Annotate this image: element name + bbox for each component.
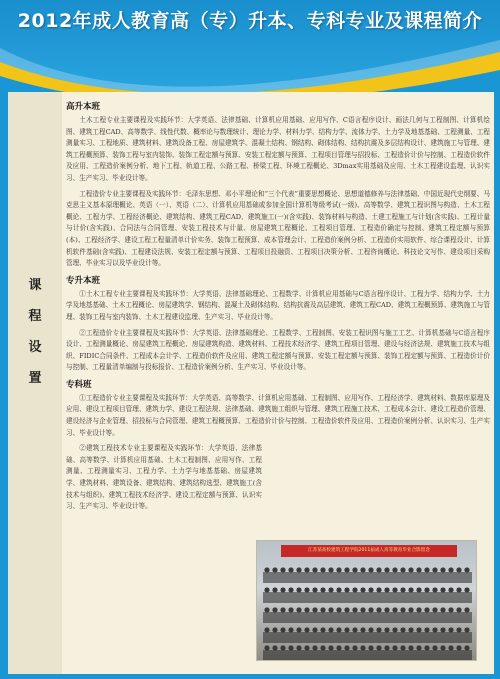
section-zhuanke xyxy=(66,378,490,513)
course-paragraph: 土木工程专业主要课程及实践环节：大学英语、法律基础、计算机应用基础、应用写作、C语言程序设计、画法几何与工程制图、计算机绘图、建筑工程CAD、高等数学、线性代数、概率论与数理统计、理论力学、材料力学、结构力学、流体力学、土力学及地基基础、工程测量、工程测量实习、工程地质、建筑材料、建筑设备工程、房屋建筑学、混凝土结构、钢结构、砌体结构、结构抗震及多层结构设计、建筑施工与管理、建筑工程概预算、装饰工程与室内装饰、装饰工程定额与预算、安装工程定额与预算、工程项目管理与招投标、工程造价计价与控制、工程造价软件及应用、工程造价案例分析、地下工程、轨道工程、公路工程、桥梁工程、环境工程概论、3Dmax实用基础及应用、土木工程建设监理、认识实习、生产实习、毕业设计等。 xyxy=(66,116,490,182)
course-paragraph: ①土木工程专业主要课程及实践环节：大学英语、法律基础理论、工程数学、计算机应用基础与C语言程序设计、工程力学、结构力学、土力学及地基基础、土木工程概论、房屋建筑学、钢结构、混凝土及砌体结构、结构抗震及高层建筑、建筑工程CAD、建筑工程概预算、建筑施工与管理、装饰工程与室内装饰、土木工程建设监理、生产实习、毕业设计等。 xyxy=(66,289,490,321)
sidebar-char: 程 xyxy=(28,309,42,324)
page-title: 2012年成人教育高（专）升本、专科专业及课程简介 xyxy=(17,10,483,32)
section-heading: 专科班 xyxy=(66,379,92,390)
course-paragraph: ②工程造价专业主要课程及实践环节：大学英语、法律基础理论、工程数学、工程制图、安装工程识图与施工工艺、计算机基础与C语言程序设计、工程测量概论、房屋建筑工程概论、房屋建筑构造、建筑材料、工程技术经济学、建筑工程项目管理、建设与经济法规、建筑施工技术与组织、FIDIC合同条件、工程成本会计学、工程造价软件及应用、建筑工程定额与预算、安装工程定额与预算、装饰工程定额与预算、工程造价计价与控制、工程量清单编制与投标报价、工程造价案例分析、生产实习、毕业设计等。 xyxy=(66,328,490,372)
sidebar-char: 设 xyxy=(28,340,42,355)
course-paragraph: 工程造价专业主要课程及实践环节：毛泽东思想、邓小平理论和“三个代表”重要思想概论、思想道德修养与法律基础、中国近现代史纲要、马克思主义基本原理概论、英语（一）、英语（二）、计算机应用基础或参加全国计算机等级考试(一级)、高等数学、建筑工程识图与构造、土木工程概论、工程力学、工程经济概论、建筑结构、建筑工程CAD、建筑施工(一)(含实践)、装饰材料与构造、土建工程施工与计划(含实践)、工程计量与计价(含实践)、合同法与合同管理、安装工程技术与计量、房屋建筑工程概论、工程项目管理、工程造价确定与控制、建筑工程定额与预算(本)、工程经济学、建设工程工程量清单计价实务、装饰工程预算、成本管理会计、工程造价案例分析、工程造价实用软件、综合课程设计、计算机软件基础(含实践)、工程建设法规、安装工程定额与预算、工程项目投融资、工程项目决策分析、工程咨询概论、科技论文写作、建设项目采购管理、毕业实习以及毕业设计等。 xyxy=(66,189,490,268)
section-heading: 专升本班 xyxy=(66,275,101,286)
graduation-group-photo xyxy=(256,540,477,661)
course-paragraph: ②建筑工程技术专业主要课程及实践环节：大学英语、法律基础、高等数学、计算机应用基础、土木工程制图、应用写作、工程测量、工程测量实习、工程力学、土力学与地基基础、房屋建筑学、建筑材料、建筑设备、建筑结构、建筑结构选型、建筑施工(含技术与组织)、建筑工程技术经济学、建设工程定额与预算、认识实习、生产实习、毕业设计等。 xyxy=(66,444,262,511)
photo-crowd xyxy=(257,561,477,661)
photo-row xyxy=(263,623,472,643)
photo-row xyxy=(263,563,472,583)
sidebar-char: 课 xyxy=(28,278,42,293)
photo-row xyxy=(263,603,472,623)
photo-banner xyxy=(281,545,457,557)
photo-banner-text: 江苏某高校建筑工程学院2011届成人高等教育毕业合影留念 xyxy=(308,548,430,553)
sidebar-title xyxy=(14,270,56,394)
sidebar-char: 置 xyxy=(28,371,42,386)
photo-row xyxy=(263,583,472,603)
section-zhuanshengben xyxy=(66,274,490,374)
section-gaoshengben xyxy=(66,100,490,270)
course-paragraph: ①工程造价专业主要课程及实践环节：大学英语、高等数学、计算机应用基础、工程制图、应用写作、工程经济学、建筑材料、数据库原理及应用、建设工程项目管理、建筑力学、建设工程法规、法律基础、建筑施工组织与管理、建筑工程施工技术、工程成本会计、建设工程造价管理、建设经济与企业管理、招投标与合同管理、建筑工程概预算、工程造价计价与控制、工程造价软件及应用、工程造价案例分析、认识实习、生产实习、毕业设计等。 xyxy=(66,393,490,437)
section-heading: 高升本班 xyxy=(66,102,101,112)
photo-row xyxy=(263,641,472,661)
